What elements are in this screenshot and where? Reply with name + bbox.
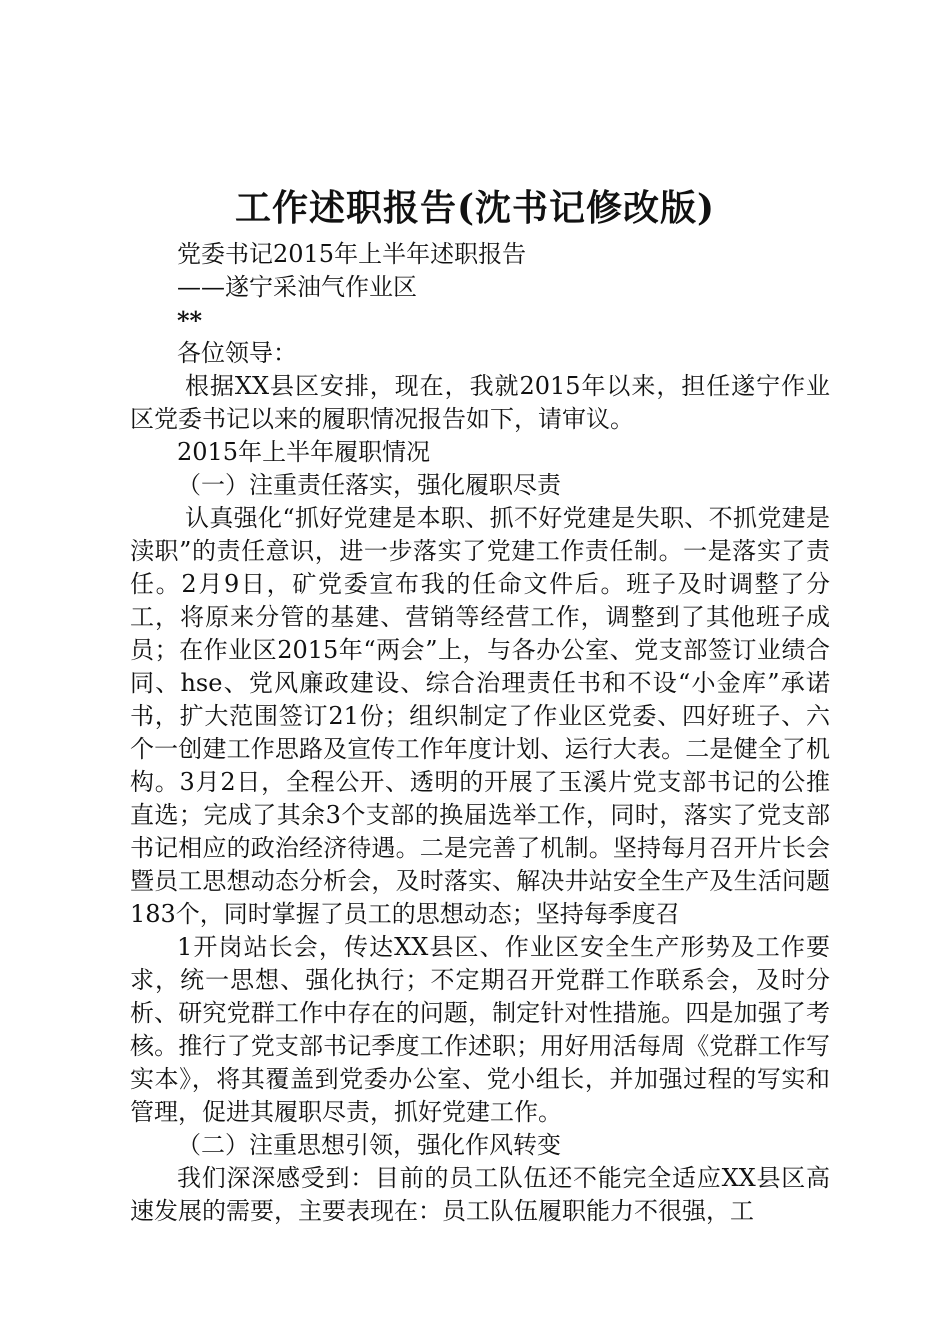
subsection-1-paragraph-2: 1开岗站长会，传达XX县区、作业区安全生产形势及工作要求，统一思想、强化执行；不定期召开党群工作联系会，及时分析、研究党群工作中存在的问题，制定针对性措施。四是加强了考核。推行了党支部书记季度工作述职；用好用活每周《党群工作写实本》，将其覆盖到党委办公室、党小组长，并加强过程的写实和管理，促进其履职尽责，抓好党建工作。 (130, 933, 830, 1126)
report-subtitle: 党委书记2015年上半年述职报告 (177, 240, 527, 268)
document-title: 工作述职报告(沈书记修改版) (234, 187, 716, 229)
document-body (130, 238, 830, 1228)
subsection-heading-2: （二）注重思想引领，强化作风转变 (177, 1131, 561, 1159)
intro-paragraph: 根据XX县区安排，现在，我就2015年以来，担任遂宁作业区党委书记以来的履职情况报告如下，请审议。 (130, 372, 830, 433)
section-heading: 2015年上半年履职情况 (177, 438, 431, 466)
subsection-1-paragraph-1: 认真强化“抓好党建是本职、抓不好党建是失职、不抓党建是渎职”的责任意识，进一步落实了党建工作责任制。一是落实了责任。2月9日，矿党委宣布我的任命文件后。班子及时调整了分工，将原来分管的基建、营销等经营工作，调整到了其他班子成员；在作业区2015年“两会”上，与各办公室、党支部签订业绩合同、hse、党风廉政建设、综合治理责任书和不设“小金库”承诺书，扩大范围签订21份；组织制定了作业区党委、四好班子、六个一创建工作思路及宣传工作年度计划、运行大表。二是健全了机构。3月2日，全程公开、透明的开展了玉溪片党支部书记的公推直选；完成了其余3个支部的换届选举工作，同时，落实了党支部书记相应的政治经济待遇。二是完善了机制。坚持每月召开片长会暨员工思想动态分析会，及时落实、解决井站安全生产及生活问题183个，同时掌握了员工的思想动态；坚持每季度召 (130, 504, 830, 928)
subsection-heading-1: （一）注重责任落实，强化履职尽责 (177, 471, 561, 499)
report-author: ** (177, 306, 203, 335)
subsection-2-paragraph-1: 我们深深感受到：目前的员工队伍还不能完全适应XX县区高速发展的需要，主要表现在：员工队伍履职能力不很强，工 (130, 1164, 830, 1225)
report-unit: ——遂宁采油气作业区 (177, 273, 417, 301)
salutation: 各位领导： (177, 339, 297, 367)
